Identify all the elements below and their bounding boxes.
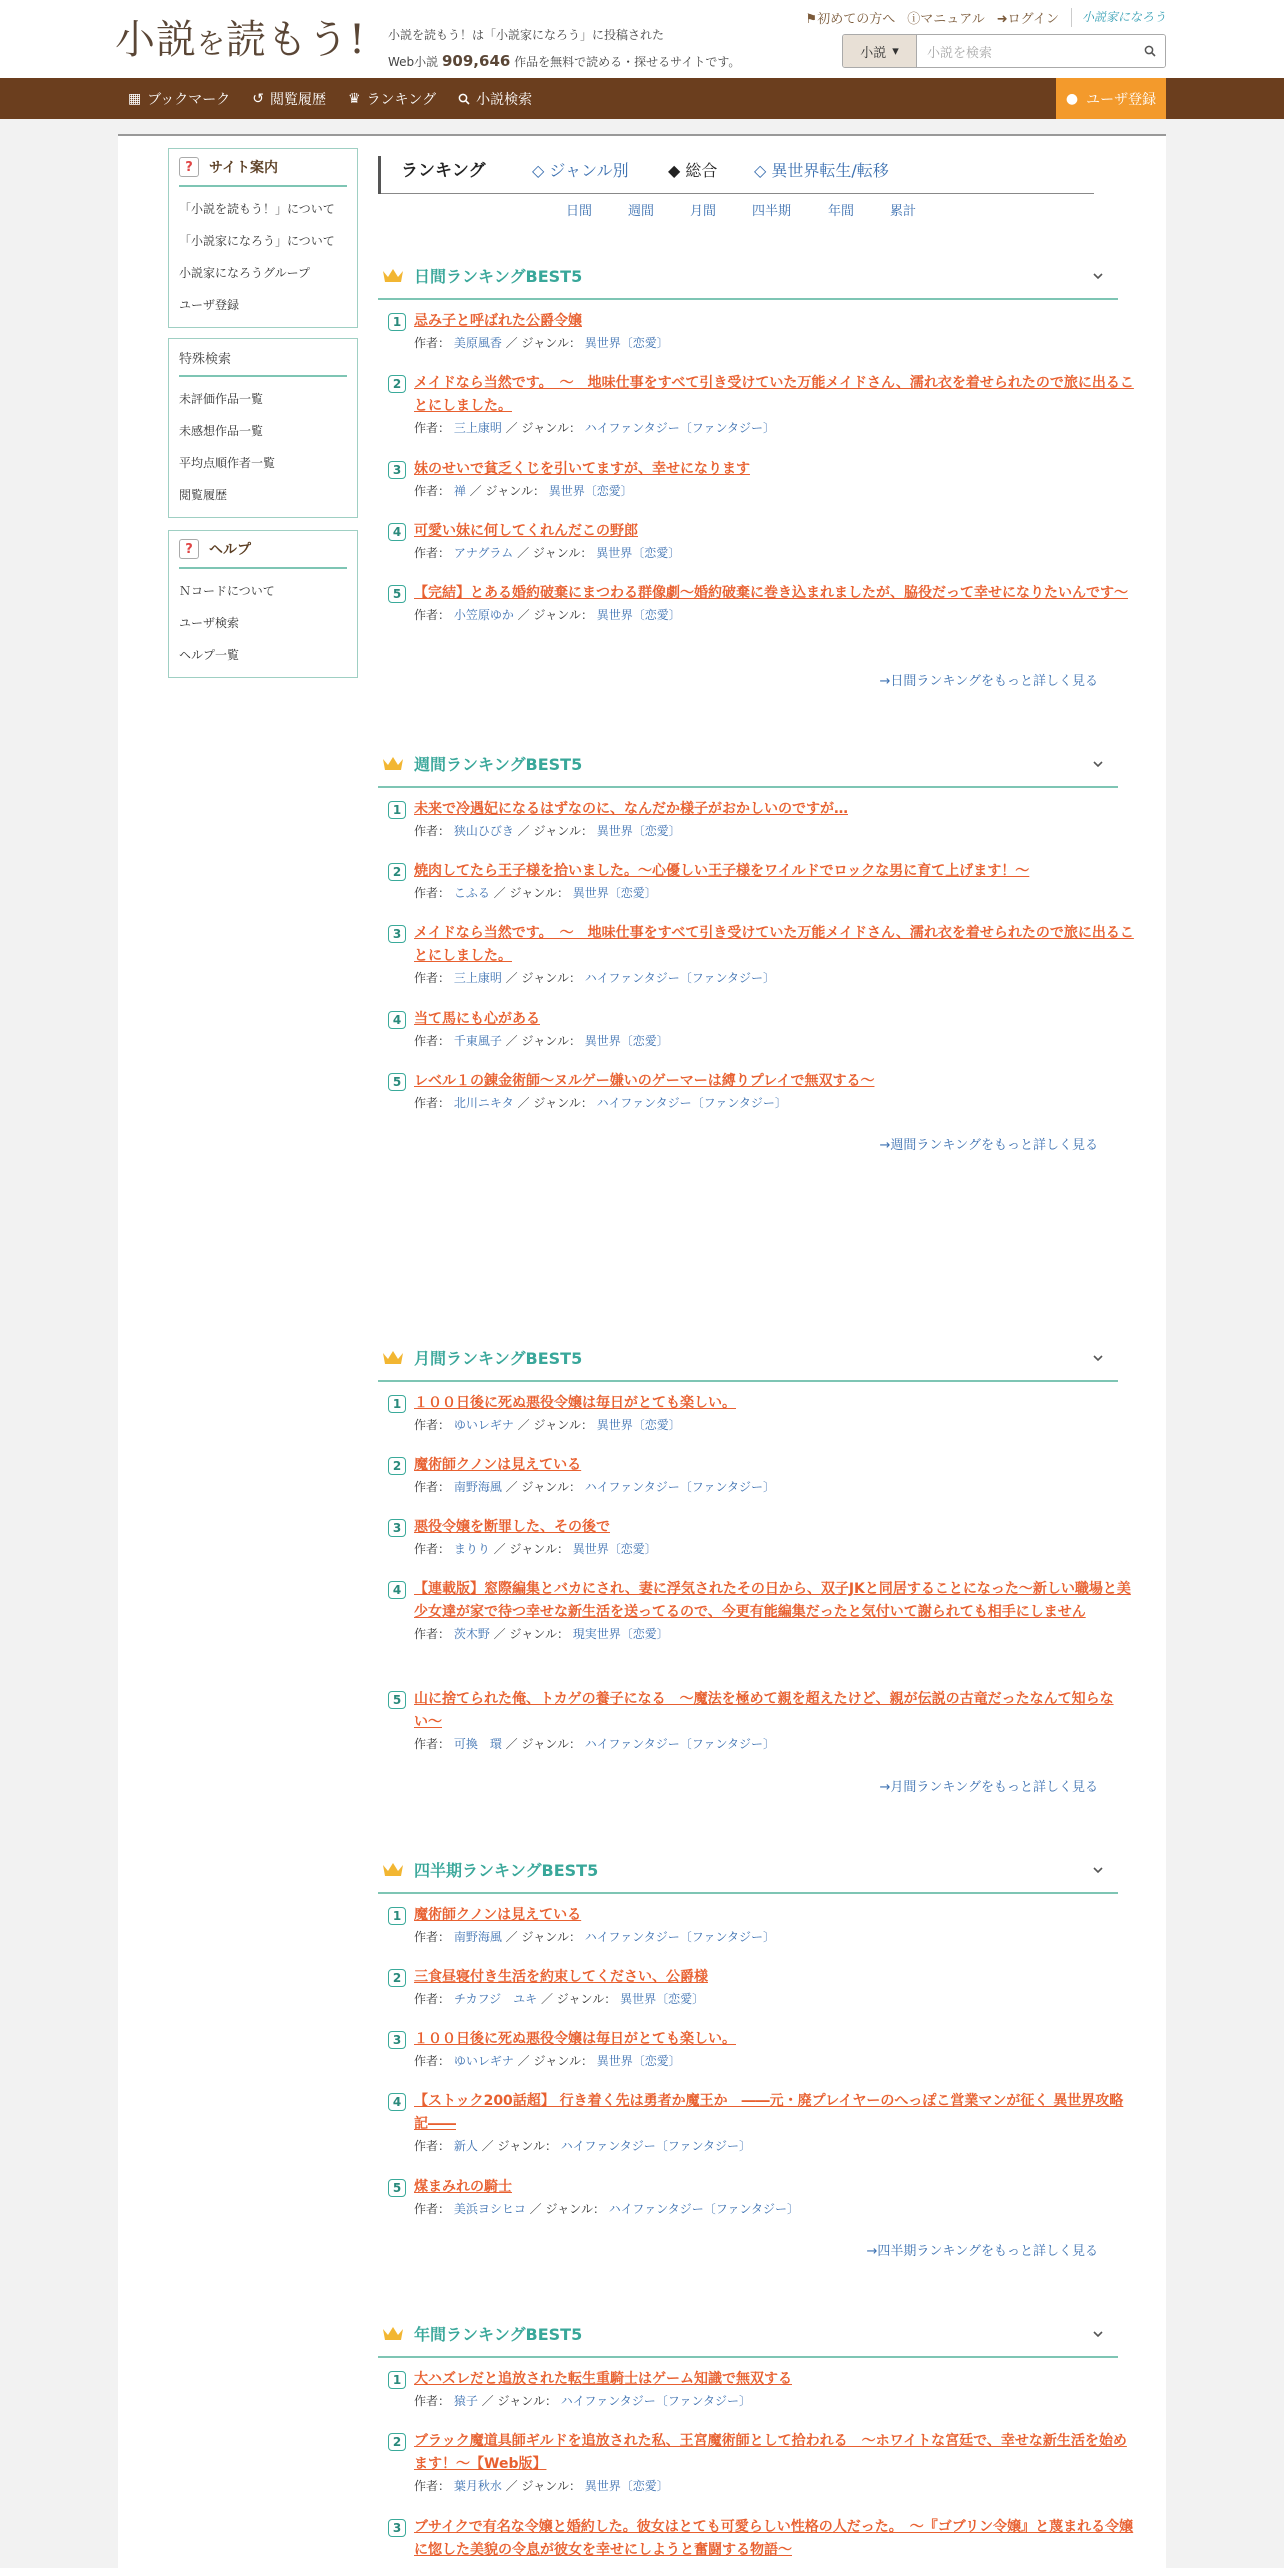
rank-badge: 1 bbox=[388, 801, 406, 819]
subtab-weekly[interactable]: 週間 bbox=[628, 204, 655, 219]
genre-link[interactable]: ハイファンタジー〔ファンタジー〕 bbox=[584, 1480, 775, 1494]
crown-icon bbox=[382, 1861, 404, 1877]
section-header[interactable] bbox=[378, 1334, 1118, 1382]
sidebar-item-user-search[interactable]: ユーザ検索 bbox=[179, 616, 240, 630]
sidebar-title: ? サイト案内 bbox=[179, 149, 347, 187]
ranking-entry bbox=[378, 310, 669, 353]
period-subtabs bbox=[118, 200, 1166, 220]
chevron-down-icon[interactable] bbox=[1092, 2328, 1104, 2340]
rank-badge: 5 bbox=[388, 1073, 406, 1091]
ranking-entry bbox=[378, 1070, 874, 1113]
genre-link[interactable]: 異世界〔恋愛〕 bbox=[584, 336, 669, 350]
genre-link[interactable]: ハイファンタジー〔ファンタジー〕 bbox=[584, 1737, 775, 1751]
tab-isekai[interactable]: ◇ 異世界転生/転移 bbox=[754, 161, 889, 180]
genre-link[interactable]: 異世界〔恋愛〕 bbox=[596, 546, 681, 560]
more-monthly-link[interactable]: →月間ランキングをもっと詳しく見る bbox=[879, 1780, 1098, 1795]
section-header[interactable] bbox=[378, 740, 1118, 788]
ranking-heading: ランキング bbox=[378, 156, 486, 194]
subtab-monthly[interactable]: 月間 bbox=[690, 204, 717, 219]
sidebar-item-register[interactable]: ユーザ登録 bbox=[179, 298, 240, 312]
sidebar-item-no-review[interactable]: 未感想作品一覧 bbox=[179, 424, 264, 438]
genre-link[interactable]: 異世界〔恋愛〕 bbox=[572, 886, 657, 900]
author-link[interactable]: 南野海風 bbox=[453, 1930, 502, 1944]
subtab-daily[interactable]: 日間 bbox=[566, 204, 593, 219]
register-button[interactable]: ● ユーザ登録 bbox=[1056, 78, 1166, 119]
author-link[interactable]: アナグラム bbox=[453, 546, 514, 560]
novel-meta: 作者： ゆいレギナ ／ ジャンル： 異世界〔恋愛〕 bbox=[414, 1418, 681, 1432]
novel-meta: 作者： 南野海風 ／ ジャンル： ハイファンタジー〔ファンタジー〕 bbox=[414, 1480, 775, 1494]
crown-icon: ♛ bbox=[348, 90, 361, 107]
ranking-entry bbox=[378, 2368, 792, 2411]
search-icon bbox=[458, 93, 470, 105]
bookmark-list-icon: ▦ bbox=[128, 90, 142, 107]
ranking-tabs bbox=[378, 150, 1094, 194]
novel-title-link[interactable]: メイドなら当然です。 〜 地味仕事をすべて引き受けていた万能メイドさん、濡れ衣を着せられたので旅に出ることにしました。 bbox=[414, 375, 1134, 414]
novel-title-link[interactable]: メイドなら当然です。 〜 地味仕事をすべて引き受けていた万能メイドさん、濡れ衣を着せられたので旅に出ることにしました。 bbox=[414, 925, 1134, 964]
novel-title-link[interactable]: １００日後に死ぬ悪役令嬢は毎日がとても楽しい。 bbox=[414, 1395, 736, 1411]
yearly-ranking-section bbox=[378, 2310, 1134, 2558]
sidebar-item-ncode[interactable]: Ｎコードについて bbox=[179, 584, 275, 598]
rank-badge: 4 bbox=[388, 1581, 406, 1599]
main-nav bbox=[0, 78, 1284, 119]
site-tagline: 小説を読もう！は「小説家になろう」に投稿された Web小説 909,646 作品を無料で読める・探せるサイトです。 bbox=[388, 28, 741, 70]
manual-link[interactable]: ⓘマニュアル bbox=[907, 12, 985, 27]
novel-title-link[interactable]: レベル１の錬金術師～ヌルゲー嫌いのゲーマーは縛りプレイで無双する～ bbox=[414, 1073, 875, 1089]
novel-meta: 作者： 茨木野 ／ ジャンル： 現実世界〔恋愛〕 bbox=[414, 1627, 669, 1641]
rank-badge: 4 bbox=[388, 1011, 406, 1029]
search-icon bbox=[1144, 45, 1156, 57]
section-title: 年間ランキングBEST5 bbox=[414, 2324, 583, 2344]
author-link[interactable]: ゆいレギナ bbox=[453, 1418, 514, 1432]
novel-title-link[interactable]: 焼肉してたら王子様を拾いました。～心優しい王子様をワイルドでロックな男に育て上げます！～ bbox=[414, 863, 1030, 879]
sidebar-item-unrated[interactable]: 未評価作品一覧 bbox=[179, 392, 264, 406]
nav-bookmark[interactable]: ▦ ブックマーク bbox=[128, 90, 231, 108]
novel-meta: 作者： 三上康明 ／ ジャンル： ハイファンタジー〔ファンタジー〕 bbox=[414, 421, 775, 435]
ranking-entry bbox=[378, 2090, 1134, 2156]
novel-meta: 作者： 可換 環 ／ ジャンル： ハイファンタジー〔ファンタジー〕 bbox=[414, 1737, 775, 1751]
novel-meta: 作者： 禅 ／ ジャンル： 異世界〔恋愛〕 bbox=[414, 484, 633, 498]
genre-link[interactable]: ハイファンタジー〔ファンタジー〕 bbox=[584, 1930, 775, 1944]
rank-badge: 2 bbox=[388, 375, 406, 393]
novel-meta: 作者： チカフジ ユキ ／ ジャンル： 異世界〔恋愛〕 bbox=[414, 1992, 705, 2006]
genre-link[interactable]: ハイファンタジー〔ファンタジー〕 bbox=[584, 421, 775, 435]
rank-badge: 5 bbox=[388, 1691, 406, 1709]
novel-title-link[interactable]: 山に捨てられた俺、トカゲの養子になる 〜魔法を極めて親を超えたけど、親が伝説の古竜だったなんて知らない〜 bbox=[414, 1691, 1114, 1730]
genre-link[interactable]: 異世界〔恋愛〕 bbox=[596, 824, 681, 838]
content-container bbox=[118, 134, 1166, 2568]
more-quarterly-link[interactable]: →四半期ランキングをもっと詳しく見る bbox=[866, 2244, 1098, 2259]
novel-title-link[interactable]: 【ストック200話超】 行き着く先は勇者か魔王か ――元・廃プレイヤーのへっぽこ営業マンが征く 異世界攻略記―― bbox=[414, 2093, 1124, 2132]
ranking-entry bbox=[378, 2516, 1134, 2562]
sidebar-site-guide bbox=[168, 148, 358, 328]
novel-title-link[interactable]: 魔術師クノンは見えている bbox=[414, 1457, 582, 1473]
novel-title-link[interactable]: 煤まみれの騎士 bbox=[414, 2179, 512, 2195]
ranking-entry bbox=[378, 2176, 799, 2219]
genre-link[interactable]: 異世界〔恋愛〕 bbox=[596, 608, 681, 622]
author-link[interactable]: 狭山ひびき bbox=[453, 824, 514, 838]
ranking-entry bbox=[378, 1008, 669, 1051]
genre-link[interactable]: ハイファンタジー〔ファンタジー〕 bbox=[560, 2394, 751, 2408]
login-link[interactable]: ➜ログイン bbox=[996, 12, 1059, 27]
rank-badge: 3 bbox=[388, 461, 406, 479]
novel-meta: 作者： 三上康明 ／ ジャンル： ハイファンタジー〔ファンタジー〕 bbox=[414, 971, 775, 985]
rank-badge: 5 bbox=[388, 585, 406, 603]
author-link[interactable]: 新人 bbox=[453, 2139, 478, 2153]
author-link[interactable]: 三上康明 bbox=[453, 421, 502, 435]
novel-meta: 作者： 猿子 ／ ジャンル： ハイファンタジー〔ファンタジー〕 bbox=[414, 2394, 751, 2408]
rank-badge: 5 bbox=[388, 2179, 406, 2197]
quarterly-ranking-section bbox=[378, 1846, 1124, 2259]
novel-title-link[interactable]: 当て馬にも心がある bbox=[414, 1011, 540, 1027]
sidebar-title: ? ヘルプ bbox=[179, 531, 347, 569]
rank-badge: 2 bbox=[388, 1457, 406, 1475]
sidebar-special-search bbox=[168, 338, 358, 518]
genre-link[interactable]: ハイファンタジー〔ファンタジー〕 bbox=[608, 2202, 799, 2216]
rank-badge: 1 bbox=[388, 313, 406, 331]
tab-total[interactable]: ◆ 総合 bbox=[668, 161, 718, 180]
genre-link[interactable]: ハイファンタジー〔ファンタジー〕 bbox=[560, 2139, 751, 2153]
author-link[interactable]: まりり bbox=[453, 1542, 490, 1556]
novel-title-link[interactable]: 妹のせいで貧乏くじを引いてますが、幸せになります bbox=[414, 461, 750, 477]
monthly-ranking-section bbox=[378, 1334, 1131, 1795]
weekly-ranking-section bbox=[378, 740, 1134, 1153]
ranking-entry bbox=[378, 458, 750, 501]
sidebar-item-group[interactable]: 小説家になろうグループ bbox=[179, 266, 311, 280]
section-title: 日間ランキングBEST5 bbox=[414, 266, 583, 286]
novel-meta: 作者： 美原風香 ／ ジャンル： 異世界〔恋愛〕 bbox=[414, 336, 669, 350]
crown-icon bbox=[382, 267, 404, 283]
genre-link[interactable]: 異世界〔恋愛〕 bbox=[596, 1418, 681, 1432]
sidebar-item-about-yomou[interactable]: 「小説を読もう！」について bbox=[179, 202, 335, 216]
novel-meta: 作者： 新人 ／ ジャンル： ハイファンタジー〔ファンタジー〕 bbox=[414, 2139, 751, 2153]
ranking-entry bbox=[378, 582, 1134, 625]
rank-badge: 3 bbox=[388, 2031, 406, 2049]
novel-title-link[interactable]: 大ハズレだと追放された転生重騎士はゲーム知識で無双する bbox=[414, 2371, 792, 2387]
rank-badge: 3 bbox=[388, 1519, 406, 1537]
ranking-entry bbox=[378, 1904, 775, 1947]
ranking-entry bbox=[378, 1392, 736, 1435]
ranking-entry bbox=[378, 1516, 657, 1559]
author-link[interactable]: 小笠原ゆか bbox=[453, 608, 514, 622]
author-link[interactable]: 禅 bbox=[453, 484, 466, 498]
section-title: 月間ランキングBEST5 bbox=[414, 1348, 583, 1368]
rank-badge: 2 bbox=[388, 863, 406, 881]
rank-badge: 2 bbox=[388, 2433, 406, 2451]
genre-link[interactable]: 異世界〔恋愛〕 bbox=[620, 1992, 705, 2006]
genre-link[interactable]: ハイファンタジー〔ファンタジー〕 bbox=[584, 971, 775, 985]
sidebar-item-history[interactable]: 閲覧履歴 bbox=[179, 488, 228, 502]
author-link[interactable]: 美浜ヨシヒコ bbox=[453, 2202, 526, 2216]
crown-icon bbox=[382, 755, 404, 771]
rank-badge: 4 bbox=[388, 523, 406, 541]
section-title: 週間ランキングBEST5 bbox=[414, 754, 583, 774]
ranking-entry bbox=[378, 860, 1134, 903]
nav-search[interactable]: 小説検索 bbox=[458, 89, 532, 109]
novel-title-link[interactable]: １００日後に死ぬ悪役令嬢は毎日がとても楽しい。 bbox=[414, 2031, 736, 2047]
sidebar-item-help-list[interactable]: ヘルプ一覧 bbox=[179, 648, 240, 662]
crown-icon bbox=[382, 2325, 404, 2341]
more-weekly-link[interactable]: →週間ランキングをもっと詳しく見る bbox=[879, 1138, 1098, 1153]
novel-title-link[interactable]: ブサイクで有名な令嬢と婚約した。彼女はとても可愛らしい性格の人だった。 ～『ゴブリン令嬢』と蔑まれる令嬢に惚した美貌の令息が彼女を幸せにしようと奮闘する物語～ bbox=[414, 2519, 1134, 2558]
rank-badge: 1 bbox=[388, 1907, 406, 1925]
novel-meta: 作者： まりり ／ ジャンル： 異世界〔恋愛〕 bbox=[414, 1542, 657, 1556]
author-link[interactable]: 三上康明 bbox=[453, 971, 502, 985]
ranking-entry bbox=[378, 1966, 708, 2009]
genre-link[interactable]: ハイファンタジー〔ファンタジー〕 bbox=[596, 1096, 787, 1110]
work-count: 909,646 bbox=[442, 52, 511, 70]
rank-badge: 3 bbox=[388, 2519, 406, 2537]
rank-badge: 2 bbox=[388, 1969, 406, 1987]
genre-link[interactable]: 異世界〔恋愛〕 bbox=[584, 1034, 669, 1048]
ranking-entry bbox=[378, 1688, 1134, 1754]
tab-genre[interactable]: ◇ ジャンル別 bbox=[532, 161, 629, 180]
author-link[interactable]: ゆいレギナ bbox=[453, 2054, 514, 2068]
sidebar-help bbox=[168, 530, 358, 678]
user-icon: ● bbox=[1065, 90, 1079, 107]
author-link[interactable]: 猿子 bbox=[453, 2394, 478, 2408]
author-link[interactable]: 南野海風 bbox=[453, 1480, 502, 1494]
novel-meta: 作者： 千東風子 ／ ジャンル： 異世界〔恋愛〕 bbox=[414, 1034, 669, 1048]
help-question-icon: ? bbox=[179, 539, 199, 559]
ranking-entry bbox=[378, 1578, 1134, 1644]
novel-title-link[interactable]: 三食昼寝付き生活を約束してください、公爵様 bbox=[414, 1969, 708, 1985]
novel-meta: 作者： 南野海風 ／ ジャンル： ハイファンタジー〔ファンタジー〕 bbox=[414, 1930, 775, 1944]
novel-meta: 作者： アナグラム ／ ジャンル： 異世界〔恋愛〕 bbox=[414, 546, 681, 560]
ranking-entry bbox=[378, 1454, 775, 1497]
author-link[interactable]: チカフジ ユキ bbox=[453, 1992, 538, 2006]
ranking-entry bbox=[378, 372, 1134, 438]
rank-badge: 4 bbox=[388, 2093, 406, 2111]
subtab-yearly[interactable]: 年間 bbox=[828, 204, 855, 219]
sidebar-item-about-narou[interactable]: 「小説家になろう」について bbox=[179, 234, 335, 248]
ranking-entry bbox=[378, 2430, 1134, 2496]
genre-link[interactable]: 異世界〔恋愛〕 bbox=[548, 484, 633, 498]
novel-title-link[interactable]: 忌み子と呼ばれた公爵令嬢 bbox=[414, 313, 582, 329]
chevron-down-icon: ▾ bbox=[892, 43, 899, 59]
ranking-entry bbox=[378, 2028, 736, 2071]
author-link[interactable]: 可換 環 bbox=[453, 1737, 502, 1751]
subtab-quarterly[interactable]: 四半期 bbox=[752, 204, 792, 219]
section-header[interactable] bbox=[378, 1846, 1118, 1894]
novel-meta: 作者： 小笠原ゆか ／ ジャンル： 異世界〔恋愛〕 bbox=[414, 608, 681, 622]
novel-title-link[interactable]: 魔術師クノンは見えている bbox=[414, 1907, 582, 1923]
search-box bbox=[842, 34, 1166, 68]
novel-meta: 作者： 狭山ひびき ／ ジャンル： 異世界〔恋愛〕 bbox=[414, 824, 681, 838]
nav-history[interactable]: ↺ 閲覧履歴 bbox=[252, 90, 326, 108]
section-header[interactable] bbox=[378, 252, 1118, 300]
search-button[interactable] bbox=[1135, 35, 1165, 67]
genre-link[interactable]: 異世界〔恋愛〕 bbox=[596, 2054, 681, 2068]
sidebar-title: 特殊検索 bbox=[179, 339, 347, 377]
rank-badge: 1 bbox=[388, 1395, 406, 1413]
novel-meta: 作者： 北川ニキタ ／ ジャンル： ハイファンタジー〔ファンタジー〕 bbox=[414, 1096, 787, 1110]
site-logo[interactable]: 小説を読もう! bbox=[115, 17, 367, 63]
genre-link[interactable]: 現実世界〔恋愛〕 bbox=[572, 1627, 669, 1641]
narou-link[interactable]: 小説家になろう bbox=[1071, 8, 1166, 27]
novel-meta: 作者： 葉月秋水 ／ ジャンル： 異世界〔恋愛〕 bbox=[414, 2479, 669, 2493]
search-type-select[interactable]: 小説 ▾ bbox=[843, 35, 917, 67]
site-header bbox=[0, 0, 1284, 78]
genre-link[interactable]: 異世界〔恋愛〕 bbox=[572, 1542, 657, 1556]
nav-ranking[interactable]: ♛ ランキング bbox=[348, 90, 437, 108]
novel-title-link[interactable]: 【連載版】窓際編集とバカにされ、妻に浮気されたその日から、双子JKと同居することになった〜新しい職場と美少女達が家で待つ幸せな新生活を送ってるので、今更有能編集だったと気付いて謝られても相手にしません bbox=[414, 1581, 1131, 1620]
more-daily-link[interactable]: →日間ランキングをもっと詳しく見る bbox=[879, 674, 1098, 689]
chevron-down-icon[interactable] bbox=[1092, 758, 1104, 770]
chevron-down-icon[interactable] bbox=[1092, 270, 1104, 282]
rank-badge: 3 bbox=[388, 925, 406, 943]
ranking-entry bbox=[378, 922, 1134, 988]
crown-icon bbox=[382, 1349, 404, 1365]
author-link[interactable]: 美原風香 bbox=[453, 336, 502, 350]
section-header[interactable] bbox=[378, 2310, 1118, 2358]
top-links bbox=[806, 8, 1166, 27]
daily-ranking-section bbox=[378, 252, 1134, 689]
ranking-entry bbox=[378, 520, 680, 563]
novel-meta: 作者： ゆいレギナ ／ ジャンル： 異世界〔恋愛〕 bbox=[414, 2054, 681, 2068]
author-link[interactable]: 北川ニキタ bbox=[453, 1096, 514, 1110]
novel-title-link[interactable]: 可愛い妹に何してくれんだこの野郎 bbox=[414, 523, 638, 539]
author-link[interactable]: 茨木野 bbox=[453, 1627, 490, 1641]
section-title: 四半期ランキングBEST5 bbox=[414, 1860, 599, 1880]
novel-meta: 作者： こふる ／ ジャンル： 異世界〔恋愛〕 bbox=[414, 886, 657, 900]
novel-meta: 作者： 美浜ヨシヒコ ／ ジャンル： ハイファンタジー〔ファンタジー〕 bbox=[414, 2202, 799, 2216]
subtab-cumulative[interactable]: 累計 bbox=[890, 204, 917, 219]
sidebar-item-avg-authors[interactable]: 平均点順作者一覧 bbox=[179, 456, 276, 470]
chevron-down-icon[interactable] bbox=[1092, 1864, 1104, 1876]
author-link[interactable]: 千東風子 bbox=[453, 1034, 502, 1048]
novel-title-link[interactable]: 悪役令嬢を断罪した、その後で bbox=[414, 1519, 610, 1535]
novel-title-link[interactable]: 未来で冷遇妃になるはずなのに、なんだか様子がおかしいのですが… bbox=[414, 801, 848, 817]
search-input[interactable]: 小説を検索 bbox=[917, 35, 1135, 67]
author-link[interactable]: こふる bbox=[453, 886, 490, 900]
novel-title-link[interactable]: 【完結】とある婚約破棄にまつわる群像劇～婚約破棄に巻き込まれましたが、脇役だって幸せになりたいんです～ bbox=[414, 585, 1128, 601]
novel-title-link[interactable]: ブラック魔道具師ギルドを追放された私、王宮魔術師として拾われる ～ホワイトな宮廷で、幸せな新生活を始めます！～【Web版】 bbox=[414, 2433, 1127, 2472]
chevron-down-icon[interactable] bbox=[1092, 1352, 1104, 1364]
genre-link[interactable]: 異世界〔恋愛〕 bbox=[584, 2479, 669, 2493]
ranking-entry bbox=[378, 798, 848, 841]
rank-badge: 1 bbox=[388, 2371, 406, 2389]
author-link[interactable]: 葉月秋水 bbox=[453, 2479, 502, 2493]
beginners-link[interactable]: ⚑初めての方へ bbox=[805, 12, 896, 27]
history-icon: ↺ bbox=[252, 90, 264, 107]
help-question-icon: ? bbox=[179, 157, 199, 177]
